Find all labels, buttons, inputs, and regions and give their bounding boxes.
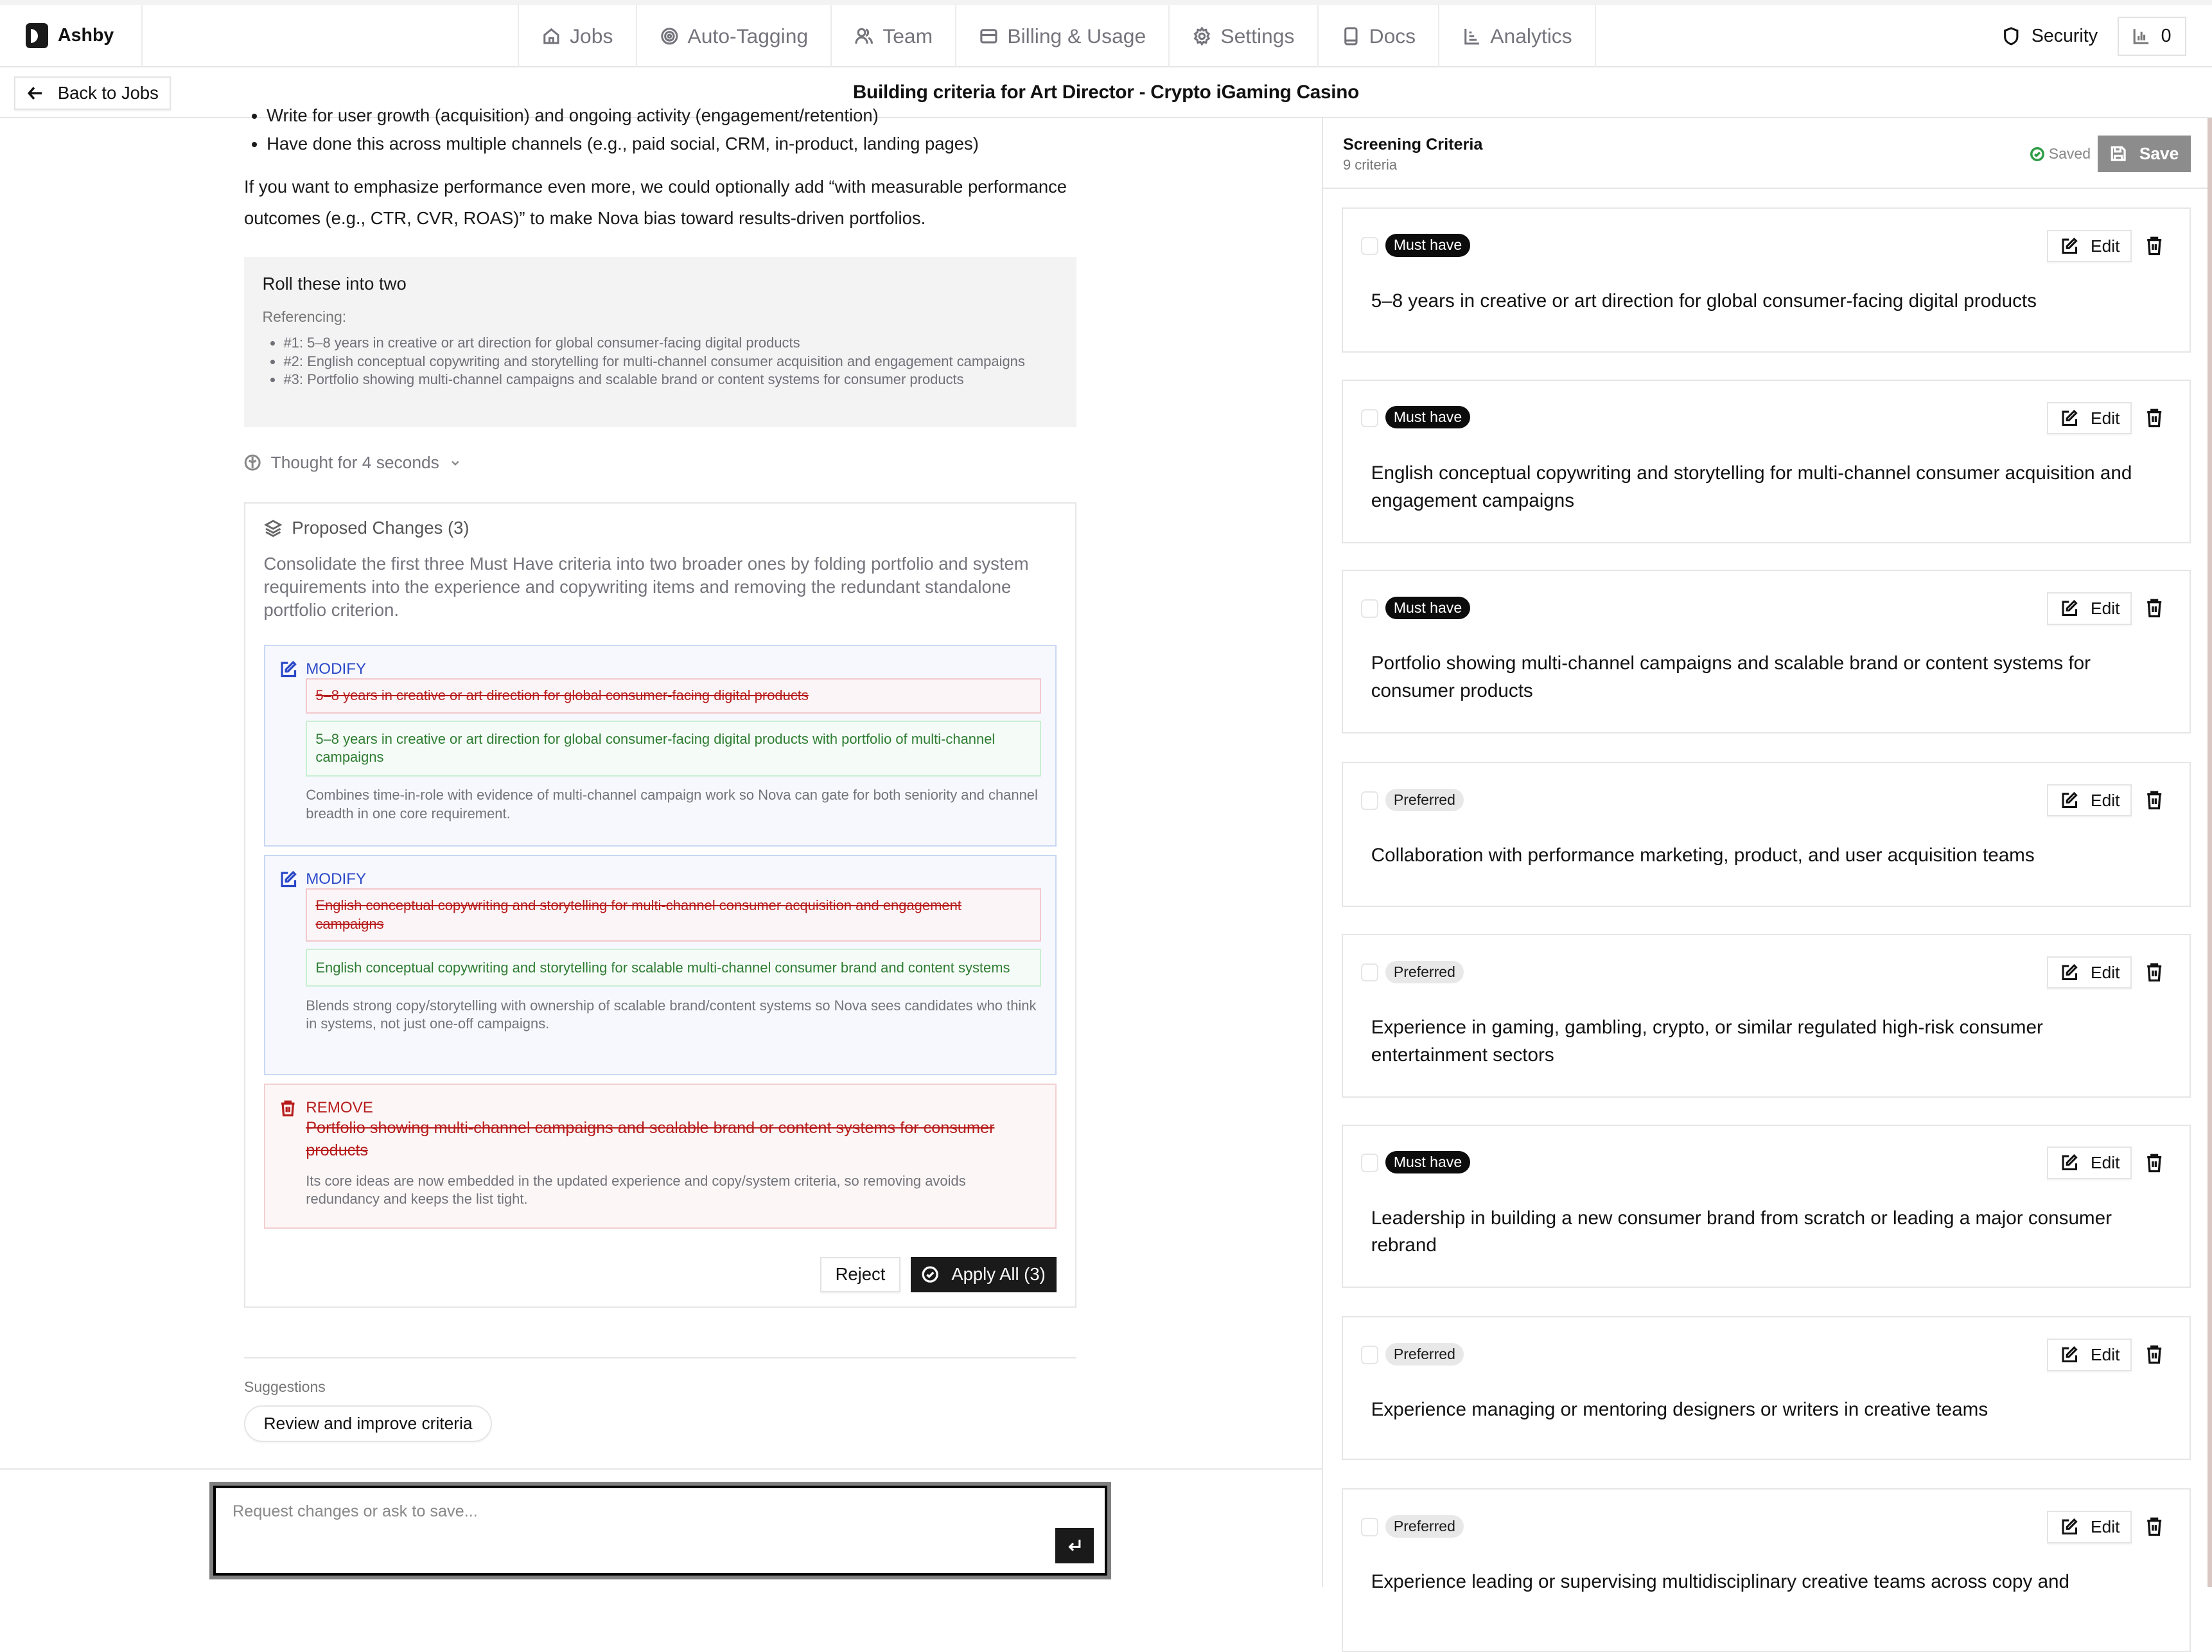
nav-label: Docs bbox=[1369, 24, 1416, 48]
proposal-description: Consolidate the first three Must Have criteria into two broader ones by folding portfolio and system requirements into the experience and copywriting items and removing the redundant standalone portfolio criterion. bbox=[263, 553, 1029, 620]
chevron-down-icon bbox=[449, 457, 462, 470]
edit-icon bbox=[2060, 963, 2078, 982]
edit-label: Edit bbox=[2091, 408, 2120, 428]
nav-item-jobs[interactable] bbox=[518, 5, 635, 67]
save-label: Save bbox=[2139, 143, 2179, 163]
priority-badge: Must have bbox=[1385, 234, 1471, 256]
nav-item-docs[interactable] bbox=[1317, 5, 1439, 67]
priority-badge: Preferred bbox=[1385, 961, 1464, 983]
nav-item-settings[interactable] bbox=[1168, 5, 1317, 67]
trash-icon bbox=[2146, 236, 2163, 256]
thought-label: Thought for 4 seconds bbox=[270, 453, 439, 473]
criterion-text: Leadership in building a new consumer brand from scratch or leading a major consumer rebrand bbox=[1371, 1207, 2112, 1256]
assistant-message bbox=[244, 101, 1076, 234]
save-button[interactable] bbox=[2098, 136, 2191, 172]
edit-button[interactable] bbox=[2047, 784, 2132, 817]
edit-button[interactable] bbox=[2047, 230, 2132, 263]
nav-item-team[interactable] bbox=[830, 5, 955, 67]
edit-icon bbox=[2060, 1154, 2078, 1172]
criterion-text: 5–8 years in creative or art direction for global consumer-facing digital products bbox=[1371, 290, 2037, 312]
nav-label: Settings bbox=[1220, 24, 1295, 48]
change-reason: Its core ideas are now embedded in the updated experience and copy/system criteria, so removing avoids redundancy and keeps the list tight. bbox=[306, 1172, 966, 1208]
edit-label: Edit bbox=[2091, 1153, 2120, 1173]
criterion-checkbox[interactable] bbox=[1361, 963, 1378, 982]
delete-button[interactable] bbox=[2146, 790, 2163, 810]
delete-button[interactable] bbox=[2146, 598, 2163, 618]
priority-badge: Must have bbox=[1385, 406, 1471, 428]
ashby-logo-icon bbox=[26, 23, 48, 49]
change-type: REMOVE bbox=[306, 1098, 373, 1116]
criterion-checkbox[interactable] bbox=[1361, 1154, 1378, 1172]
delete-button[interactable] bbox=[2146, 1152, 2163, 1172]
screening-criteria-panel[interactable] bbox=[1323, 118, 2212, 1593]
criteria-title: Screening Criteria bbox=[1342, 135, 1483, 154]
delete-button[interactable] bbox=[2146, 408, 2163, 428]
suggestions-list bbox=[244, 1405, 1076, 1442]
edit-icon bbox=[2060, 237, 2078, 256]
criteria-count: 9 criteria bbox=[1342, 156, 1398, 173]
thought-toggle[interactable] bbox=[244, 453, 1076, 473]
edit-label: Edit bbox=[2091, 1344, 2120, 1364]
criterion-checkbox[interactable] bbox=[1361, 791, 1378, 810]
users-icon bbox=[854, 26, 874, 46]
change-type: MODIFY bbox=[306, 660, 367, 678]
criterion-text: Experience managing or mentoring designers or writers in creative teams bbox=[1371, 1399, 1988, 1421]
proposal-actions bbox=[264, 1257, 1057, 1292]
nav-label: Analytics bbox=[1490, 24, 1572, 48]
user-message-text: Roll these into two bbox=[262, 274, 407, 294]
home-icon bbox=[541, 26, 561, 46]
trash-icon bbox=[2146, 1153, 2163, 1173]
edit-button[interactable] bbox=[2047, 956, 2132, 989]
change-modify-1 bbox=[264, 645, 1057, 847]
edit-button[interactable] bbox=[2047, 402, 2132, 435]
chat-composer bbox=[213, 1486, 1108, 1576]
trash-icon bbox=[2146, 790, 2163, 810]
referencing-label: Referencing: bbox=[262, 308, 347, 326]
change-type-label bbox=[279, 1099, 1041, 1118]
reference-item: • #2: English conceptual copywriting and storytelling for multi-channel consumer acquisition and engagement campaigns bbox=[283, 353, 1058, 371]
criterion-checkbox[interactable] bbox=[1361, 237, 1378, 256]
priority-badge: Preferred bbox=[1385, 1515, 1464, 1538]
criteria-header bbox=[1323, 118, 2212, 189]
apply-label: Apply All (3) bbox=[951, 1264, 1046, 1285]
criterion-text: Collaboration with performance marketing, product, and user acquisition teams bbox=[1371, 845, 2035, 866]
removed-criterion-text: Portfolio showing multi-channel campaigns and scalable brand or content systems for consumer products bbox=[306, 1119, 995, 1160]
back-label: Back to Jobs bbox=[57, 82, 159, 103]
proposed-changes-card bbox=[244, 502, 1076, 1308]
edit-icon bbox=[2060, 1518, 2078, 1536]
criterion-checkbox[interactable] bbox=[1361, 1346, 1378, 1364]
page-title: Building criteria for Art Director - Crypto iGaming Casino bbox=[852, 81, 1360, 103]
send-button[interactable] bbox=[1055, 1528, 1093, 1563]
brain-icon bbox=[244, 454, 261, 471]
trash-icon bbox=[279, 1099, 297, 1118]
delete-button[interactable] bbox=[2146, 962, 2163, 982]
check-circle-icon bbox=[922, 1266, 938, 1283]
edit-icon bbox=[2060, 409, 2078, 428]
top-nav-bar bbox=[0, 0, 2212, 67]
usage-count: 0 bbox=[2161, 25, 2172, 46]
change-type: MODIFY bbox=[306, 870, 367, 888]
criterion-card bbox=[1342, 762, 2191, 907]
bullet-item: • Have done this across multiple channels (e.g., paid social, CRM, in-product, landing pages) bbox=[267, 130, 1076, 158]
delete-button[interactable] bbox=[2146, 1344, 2163, 1364]
gear-icon bbox=[1192, 26, 1212, 46]
nav-label: Billing & Usage bbox=[1007, 24, 1146, 48]
nav-label: Auto-Tagging bbox=[687, 24, 809, 48]
top-right-actions bbox=[2002, 5, 2187, 67]
shield-icon bbox=[2002, 26, 2021, 46]
trash-icon bbox=[2146, 1516, 2163, 1536]
reference-item: • #1: 5–8 years in creative or art direction for global consumer-facing digital products bbox=[283, 334, 1058, 353]
bar-chart-icon bbox=[2133, 28, 2150, 44]
change-reason: Combines time-in-role with evidence of multi-channel campaign work so Nova can gate for both seniority and channel breadth in one core requirement. bbox=[306, 787, 1038, 822]
criterion-checkbox[interactable] bbox=[1361, 599, 1378, 618]
criterion-card bbox=[1342, 207, 2191, 353]
brand[interactable] bbox=[0, 5, 143, 66]
nav-label: Team bbox=[882, 24, 933, 48]
book-icon bbox=[1341, 26, 1361, 46]
security-link[interactable] bbox=[2002, 26, 2098, 47]
user-message bbox=[244, 257, 1076, 428]
change-reason: Blends strong copy/storytelling with ownership of scalable brand/content systems so Nova sees candidates who think in systems, not just one-off campaigns. bbox=[306, 997, 1037, 1032]
enter-icon bbox=[1066, 1537, 1083, 1554]
saved-status bbox=[2030, 145, 2091, 163]
bullet-item: • Write for user growth (acquisition) and ongoing activity (engagement/retention) bbox=[267, 101, 1076, 130]
assistant-bullets bbox=[244, 101, 1076, 158]
suggestions-divider bbox=[244, 1357, 1076, 1358]
criterion-text: Experience in gaming, gambling, crypto, or similar regulated high-risk consumer entertainment sectors bbox=[1371, 1016, 2043, 1066]
criterion-card bbox=[1342, 1316, 2191, 1460]
edit-label: Edit bbox=[2091, 790, 2120, 810]
trash-icon bbox=[2146, 962, 2163, 982]
trash-icon bbox=[2146, 408, 2163, 428]
criterion-card bbox=[1342, 934, 2191, 1098]
message-input[interactable] bbox=[230, 1499, 1034, 1570]
assistant-paragraph: If you want to emphasize performance even more, we could optionally add “with measurable performance outcomes (e.g., CTR, CVR, ROAS)” to make Nova bias toward results-driven portfolios. bbox=[243, 176, 1067, 229]
proposal-header bbox=[264, 518, 1057, 538]
nav-label: Jobs bbox=[570, 24, 613, 48]
scrollbar[interactable] bbox=[2208, 118, 2212, 1586]
reference-list bbox=[263, 334, 1058, 389]
delete-button[interactable] bbox=[2146, 236, 2163, 256]
criterion-card bbox=[1342, 1125, 2191, 1288]
security-label: Security bbox=[2031, 25, 2098, 46]
usage-stat-button[interactable] bbox=[2118, 17, 2187, 56]
edit-icon bbox=[2060, 791, 2078, 810]
trash-icon bbox=[2146, 1344, 2163, 1364]
chart-icon bbox=[1462, 26, 1482, 46]
criterion-card bbox=[1342, 570, 2191, 734]
criterion-text: Portfolio showing multi-channel campaigns and scalable brand or content systems for consumer products bbox=[1371, 653, 2091, 702]
check-circle-icon bbox=[2030, 147, 2044, 161]
target-icon bbox=[660, 26, 680, 46]
old-criterion-text: English conceptual copywriting and storytelling for multi-channel consumer acquisition and engagement campaigns bbox=[306, 888, 1041, 942]
main-nav bbox=[518, 5, 1596, 67]
edit-label: Edit bbox=[2091, 599, 2120, 619]
brand-name: Ashby bbox=[58, 25, 114, 46]
old-criterion-text: 5–8 years in creative or art direction for global consumer-facing digital products bbox=[306, 678, 1041, 713]
composer-divider bbox=[0, 1468, 1323, 1470]
credit-card-icon bbox=[979, 26, 999, 46]
edit-label: Edit bbox=[2091, 962, 2120, 982]
nav-item-auto-tagging[interactable] bbox=[636, 5, 831, 67]
assistant-chat-panel[interactable] bbox=[0, 105, 1323, 1586]
criterion-card bbox=[1342, 380, 2191, 543]
edit-label: Edit bbox=[2091, 1516, 2120, 1536]
edit-icon bbox=[2060, 599, 2078, 618]
layers-icon bbox=[264, 519, 283, 538]
apply-all-button[interactable] bbox=[911, 1257, 1057, 1292]
change-remove-3 bbox=[264, 1084, 1057, 1229]
floppy-disk-icon bbox=[2110, 145, 2127, 162]
criterion-text: Experience leading or supervising multidisciplinary creative teams across copy and bbox=[1371, 1571, 2070, 1593]
edit-icon bbox=[279, 870, 297, 889]
reject-button[interactable]: Reject bbox=[820, 1257, 901, 1292]
criterion-text: English conceptual copywriting and storytelling for multi-channel consumer acquisition and engagement campaigns bbox=[1371, 462, 2132, 511]
edit-icon bbox=[279, 660, 297, 679]
priority-badge: Must have bbox=[1385, 1151, 1471, 1173]
new-criterion-text: 5–8 years in creative or art direction for global consumer-facing digital products with portfolio of multi-channel campaigns bbox=[306, 721, 1041, 777]
nav-item-analytics[interactable] bbox=[1438, 5, 1596, 67]
reference-item: • #3: Portfolio showing multi-channel campaigns and scalable brand or content systems for consumer products bbox=[283, 371, 1058, 389]
edit-button[interactable] bbox=[2047, 1339, 2132, 1371]
new-criterion-text: English conceptual copywriting and storytelling for scalable multi-channel consumer brand and content systems bbox=[306, 949, 1041, 987]
edit-button[interactable] bbox=[2047, 1511, 2132, 1543]
proposal-title: Proposed Changes (3) bbox=[292, 517, 470, 538]
priority-badge: Preferred bbox=[1385, 1343, 1464, 1366]
delete-button[interactable] bbox=[2146, 1516, 2163, 1536]
suggestions-label: Suggestions bbox=[243, 1378, 326, 1395]
edit-button[interactable] bbox=[2047, 592, 2132, 625]
change-modify-2 bbox=[264, 855, 1057, 1075]
saved-label: Saved bbox=[2048, 145, 2091, 163]
change-type-label bbox=[279, 870, 1041, 889]
priority-badge: Preferred bbox=[1385, 789, 1464, 811]
trash-icon bbox=[2146, 598, 2163, 618]
nav-item-billing[interactable] bbox=[955, 5, 1168, 67]
suggestion-chip[interactable]: Review and improve criteria bbox=[244, 1405, 492, 1442]
criterion-card bbox=[1342, 1488, 2191, 1652]
edit-label: Edit bbox=[2091, 236, 2120, 256]
criterion-checkbox[interactable] bbox=[1361, 1518, 1378, 1536]
priority-badge: Must have bbox=[1385, 597, 1471, 619]
change-type-label bbox=[279, 660, 1041, 679]
edit-button[interactable] bbox=[2047, 1147, 2132, 1179]
edit-icon bbox=[2060, 1346, 2078, 1364]
criterion-checkbox[interactable] bbox=[1361, 409, 1378, 428]
